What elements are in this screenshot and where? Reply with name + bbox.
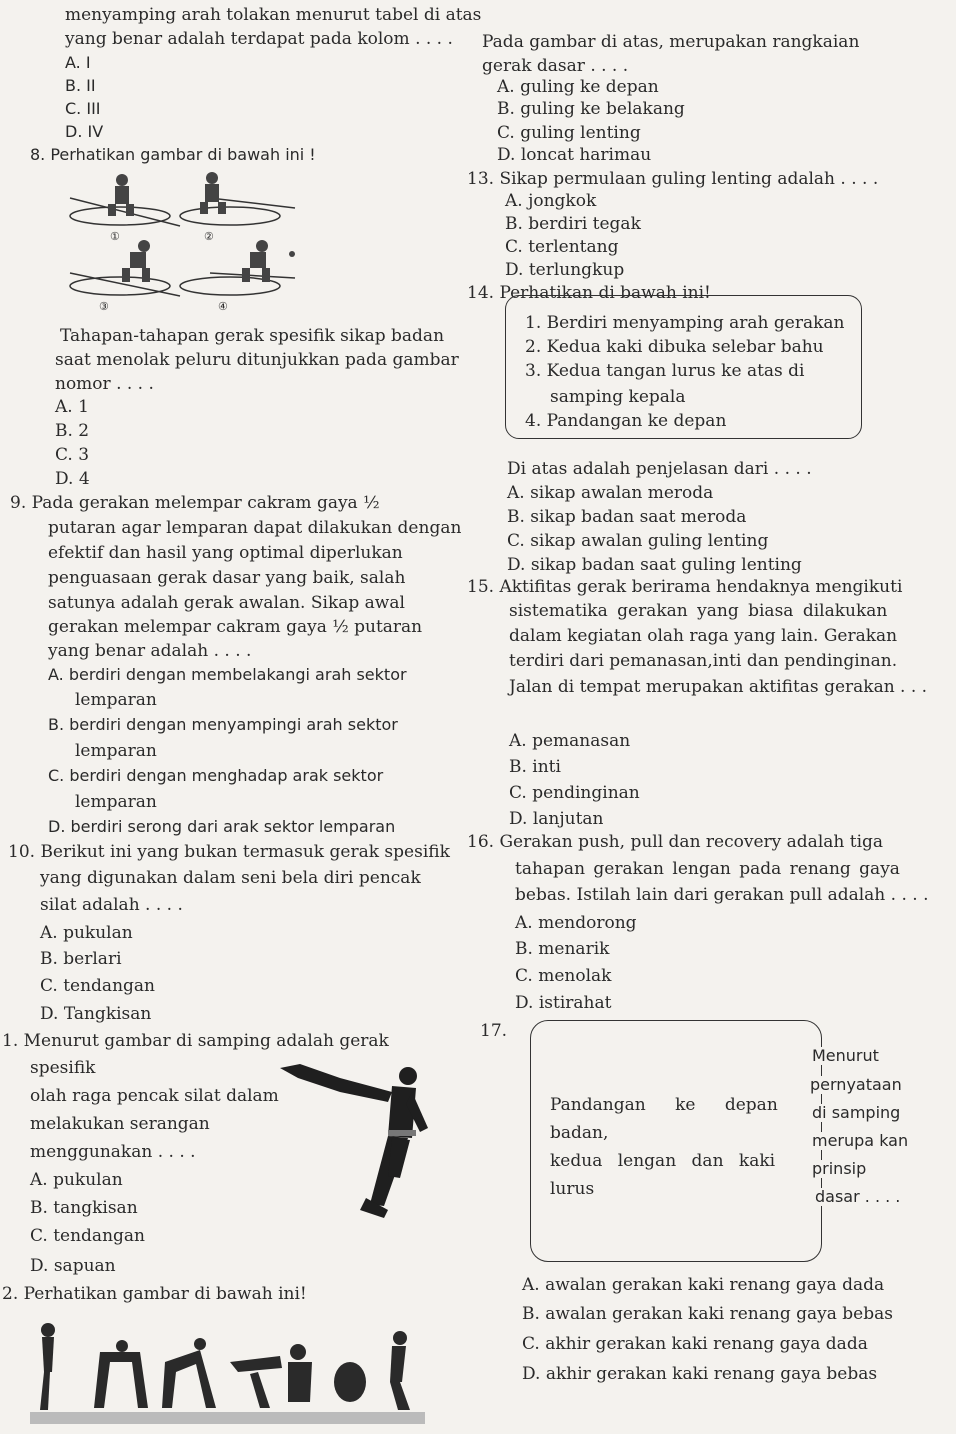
q17-box-line-1: Pandangan ke depan xyxy=(550,1095,778,1115)
q9-body-line-6: gerakan melempar cakram gaya ½ putaran xyxy=(48,617,423,637)
q9-body-line-5: satunya adalah gerak awalan. Sikap awal xyxy=(48,593,405,613)
q13-option-b: B. berdiri tegak xyxy=(505,214,641,234)
q12-stem: 2. Perhatikan gambar di bawah ini! xyxy=(2,1284,307,1304)
q17-option-a: A. awalan gerakan kaki renang gaya dada xyxy=(522,1275,885,1295)
q8-option-c: C. 3 xyxy=(55,445,90,465)
q9-option-a-cont: lemparan xyxy=(75,690,157,710)
q10-option-d: D. Tangkisan xyxy=(40,1004,152,1024)
q11-body-line-3: olah raga pencak silat dalam xyxy=(30,1086,279,1106)
q8-body-line-3: nomor . . . . xyxy=(55,374,154,394)
q8-stem: 8. Perhatikan gambar di bawah ini ! xyxy=(30,145,316,164)
q13-option-d: D. terlungkup xyxy=(505,260,625,280)
fig-label-1: ① xyxy=(110,230,120,243)
q16-body-line-3: bebas. Istilah lain dari gerakan pull adalah . . . . xyxy=(515,885,929,905)
q11-option-c: C. tendangan xyxy=(30,1226,145,1246)
q7-tail-line-1: menyamping arah tolakan menurut tabel di atas xyxy=(65,5,482,25)
q14-box-line-5: 4. Pandangan ke depan xyxy=(525,411,727,431)
shot-put-figure xyxy=(60,168,300,308)
q15-option-b: B. inti xyxy=(509,757,561,777)
q12-prev-option-b: B. guling ke belakang xyxy=(497,99,685,119)
q17-side-line-3: di samping xyxy=(812,1103,901,1122)
q10-body-line-3: silat adalah . . . . xyxy=(40,895,183,915)
q17-side-line-4: merupa kan xyxy=(812,1131,909,1150)
q14-box-line-4: samping kepala xyxy=(550,387,686,407)
q8-option-d: D. 4 xyxy=(55,469,90,489)
q17-option-c: C. akhir gerakan kaki renang gaya dada xyxy=(522,1334,868,1354)
q12-prev-body-line-2: gerak dasar . . . . xyxy=(482,56,629,76)
q16-body-line-2: tahapan gerakan lengan pada renang gaya xyxy=(515,859,900,879)
q9-option-b: B. berdiri dengan menyampingi arah sektor xyxy=(48,715,398,734)
q7-option-c: C. III xyxy=(65,99,101,118)
q15-body-line-5: Jalan di tempat merupakan aktifitas gerakan . . . xyxy=(509,677,928,697)
q10-option-b: B. berlari xyxy=(40,949,122,969)
q14-box-line-2: 2. Kedua kaki dibuka selebar bahu xyxy=(525,337,824,357)
q9-option-c: C. berdiri dengan menghadap arak sektor xyxy=(48,766,384,785)
q14-option-a: A. sikap awalan meroda xyxy=(507,483,714,503)
fig-label-2: ② xyxy=(204,230,214,243)
q9-option-b-cont: lemparan xyxy=(75,741,157,761)
q9-body-line-3: efektif dan hasil yang optimal diperlukan xyxy=(48,543,403,563)
q17-box-line-4: lurus xyxy=(550,1179,595,1199)
q7-tail-line-2: yang benar adalah terdapat pada kolom . . . . xyxy=(65,29,453,49)
q14-option-d: D. sikap badan saat guling lenting xyxy=(507,555,802,575)
q10-body-line-1: 10. Berikut ini yang bukan termasuk gerak spesifik xyxy=(8,842,450,862)
q17-number: 17. xyxy=(480,1021,508,1041)
q11-body-line-5: menggunakan . . . . xyxy=(30,1142,196,1162)
q17-option-d: D. akhir gerakan kaki renang gaya bebas xyxy=(522,1364,878,1384)
rolling-sequence-figure xyxy=(30,1312,430,1427)
q12-prev-option-d: D. loncat harimau xyxy=(497,145,652,165)
q10-option-a: A. pukulan xyxy=(40,923,133,943)
q9-body-line-7: yang benar adalah . . . . xyxy=(48,641,252,661)
q11-option-d: D. sapuan xyxy=(30,1256,116,1276)
q14-option-c: C. sikap awalan guling lenting xyxy=(507,531,769,551)
q12-prev-body-line-1: Pada gambar di atas, merupakan rangkaian xyxy=(482,32,860,52)
q9-body-line-4: penguasaan gerak dasar yang baik, salah xyxy=(48,568,406,588)
q16-option-a: A. mendorong xyxy=(515,913,637,933)
q7-option-b: B. II xyxy=(65,76,96,95)
q15-body-line-2: sistematika gerakan yang biasa dilakukan xyxy=(509,601,888,621)
q13-option-c: C. terlentang xyxy=(505,237,619,257)
q8-option-a: A. 1 xyxy=(55,397,89,417)
q17-side-line-5: prinsip xyxy=(812,1159,867,1178)
q11-body-line-1: 1. Menurut gambar di samping adalah gerak xyxy=(2,1031,389,1051)
silat-kick-figure xyxy=(280,1058,430,1223)
q13-stem: 13. Sikap permulaan guling lenting adalah . . . . xyxy=(467,169,879,189)
q16-option-d: D. istirahat xyxy=(515,993,612,1013)
q9-option-d: D. berdiri serong dari arak sektor lemparan xyxy=(48,817,396,836)
q16-option-b: B. menarik xyxy=(515,939,610,959)
q17-side-line-2: pernyataan xyxy=(810,1075,902,1094)
q13-option-a: A. jongkok xyxy=(505,191,597,211)
q17-box-line-3: kedua lengan dan kaki xyxy=(550,1151,776,1171)
q16-body-line-1: 16. Gerakan push, pull dan recovery adalah tiga xyxy=(467,832,884,852)
q9-body-line-2: putaran agar lemparan dapat dilakukan dengan xyxy=(48,518,462,538)
q11-body-line-4: melakukan serangan xyxy=(30,1114,210,1134)
q9-body-line-1: 9. Pada gerakan melempar cakram gaya ½ xyxy=(10,493,380,513)
q15-option-a: A. pemanasan xyxy=(509,731,631,751)
q15-option-d: D. lanjutan xyxy=(509,809,604,829)
q14-stem: 14. Perhatikan di bawah ini! xyxy=(467,283,711,303)
q11-option-a: A. pukulan xyxy=(30,1170,123,1190)
q14-box-line-3: 3. Kedua tangan lurus ke atas di xyxy=(525,361,805,381)
q15-body-line-1: 15. Aktifitas gerak berirama hendaknya mengikuti xyxy=(467,577,903,597)
q10-option-c: C. tendangan xyxy=(40,976,155,996)
q8-body-line-1: Tahapan-tahapan gerak spesifik sikap badan xyxy=(60,326,445,346)
q11-body-line-2: spesifik xyxy=(30,1058,96,1078)
q8-option-b: B. 2 xyxy=(55,421,90,441)
q10-body-line-2: yang digunakan dalam seni bela diri pencak xyxy=(40,868,421,888)
q12-prev-option-a: A. guling ke depan xyxy=(497,77,659,97)
q11-option-b: B. tangkisan xyxy=(30,1198,138,1218)
q14-question: Di atas adalah penjelasan dari . . . . xyxy=(507,459,812,479)
q16-option-c: C. menolak xyxy=(515,966,612,986)
q15-body-line-3: dalam kegiatan olah raga yang lain. Gerakan xyxy=(509,626,898,646)
q12-prev-option-c: C. guling lenting xyxy=(497,123,641,143)
q8-body-line-2: saat menolak peluru ditunjukkan pada gambar xyxy=(55,350,459,370)
fig-label-3: ③ xyxy=(99,300,109,313)
q9-option-c-cont: lemparan xyxy=(75,792,157,812)
q17-side-line-1: Menurut xyxy=(812,1046,879,1065)
q15-body-line-4: terdiri dari pemanasan,inti dan pendinginan. xyxy=(509,651,898,671)
q14-option-b: B. sikap badan saat meroda xyxy=(507,507,747,527)
q17-box-line-2: badan, xyxy=(550,1123,609,1143)
q14-box-line-1: 1. Berdiri menyamping arah gerakan xyxy=(525,313,845,333)
q17-option-b: B. awalan gerakan kaki renang gaya bebas xyxy=(522,1304,893,1324)
q17-side-line-6: dasar . . . . xyxy=(815,1187,901,1206)
q9-option-a: A. berdiri dengan membelakangi arah sektor xyxy=(48,665,407,684)
q7-option-a: A. I xyxy=(65,53,91,72)
q15-option-c: C. pendinginan xyxy=(509,783,640,803)
fig-label-4: ④ xyxy=(218,300,228,313)
q7-option-d: D. IV xyxy=(65,122,104,141)
